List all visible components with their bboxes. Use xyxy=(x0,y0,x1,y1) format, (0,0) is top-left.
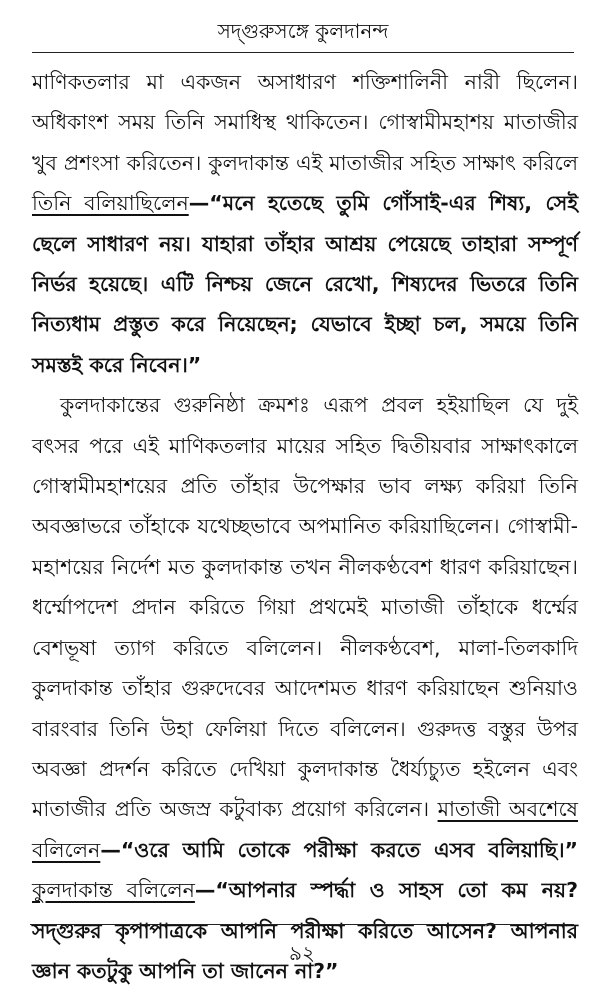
page-number: ৯২ xyxy=(289,941,315,965)
paragraph-2-text: কুলদাকান্তের গুরুনিষ্ঠা ক্রমশঃ এরূপ প্রবল হইয়াছিল যে দুই বৎসর পরে এই মাণিকতলার মায়ের সহিত দ্বিতীয়বার সাক্ষাৎকালে গোস্বামীমহাশয়ের প্রতি তাঁহার উপেক্ষার ভাব লক্ষ্য করিয়া তিনি অবজ্ঞাভরে তাঁহাকে যথেচ্ছভাবে অপমানিত করিয়াছিলেন। গোস্বামী-মহাশয়ের নির্দেশ মত কুলদাকান্ত তখন নীলকণ্ঠবেশ ধারণ করিয়াছেন। ধর্ম্মোপদেশ প্রদান করিতে গিয়া প্রথমেই মাতাজী তাঁহাকে ধর্ম্মের বেশভূষা ত্যাগ করিতে বলিলেন। নীলকণ্ঠবেশ, মালা-তিলকাদি কুলদাকান্ত তাঁহার গুরুদেবের আদেশমত ধারণ করিয়াছেন শুনিয়াও বারংবার তিনি উহা ফেলিয়া দিতে বলিলেন। গুরুদত্ত বস্তুর উপর অবজ্ঞা প্রদর্শন করিতে দেখিয়া কুলদাকান্ত ধৈর্য্যচ্যুত হইলেন এবং মাতাজীর প্রতি অজস্র কটুবাক্য প্রয়োগ করিলেন। xyxy=(32,393,578,822)
quoted-speech: —“ওরে আমি তোকে পরীক্ষা করতে এসব বলিয়াছি।” xyxy=(100,837,578,862)
page-footer xyxy=(30,924,574,972)
underlined-phrase: মাতাজী অবশেষে বলিলেন xyxy=(32,797,578,862)
running-header xyxy=(32,6,574,53)
page-body xyxy=(32,62,578,991)
quoted-speech: —“আপনার স্পর্দ্ধা ও সাহস তো কম নয়? সদ্‌গুরুর কৃপাপাত্রকে আপনি পরীক্ষা করিতে আসেন? আপনার জ্ঞান কতটুকু আপনি তা জানেন না?” xyxy=(32,878,578,983)
paragraph-2 xyxy=(32,385,578,991)
paragraph-1 xyxy=(32,62,578,385)
quoted-speech: —“মনে হতেছে তুমি গোঁসাই-এর শিষ্য, সেই ছেলে সাধারণ নয়। যাহারা তাঁহার আশ্রয় পেয়েছে তাহারা সম্পূর্ণ নির্ভর হয়েছে। এটি নিশ্চয় জেনে রেখো, শিষ্যদের ভিতরে তিনি নিত্যধাম প্রস্তুত করে নিয়েছেন; যেভাবে ইচ্ছা চল, সময়ে তিনি সমস্তই করে নিবেন।” xyxy=(32,191,578,377)
underlined-phrase: তিনি বলিয়াছিলেন xyxy=(32,191,189,216)
underlined-phrase: কুলদাকান্ত বলিলেন xyxy=(32,878,195,903)
paragraph-1-text: মাণিকতলার মা একজন অসাধারণ শক্তিশালিনী নারী ছিলেন। অধিকাংশ সময় তিনি সমাধিস্থ থাকিতেন। গোস্বামীমহাশয় মাতাজীর খুব প্রশংসা করিতেন। কুলদাকান্ত এই মাতাজীর সহিত সাক্ষাৎ করিলে xyxy=(32,70,578,175)
header-title: সদ্‌গুরুসঙ্গে কুলদানন্দ xyxy=(217,19,389,43)
